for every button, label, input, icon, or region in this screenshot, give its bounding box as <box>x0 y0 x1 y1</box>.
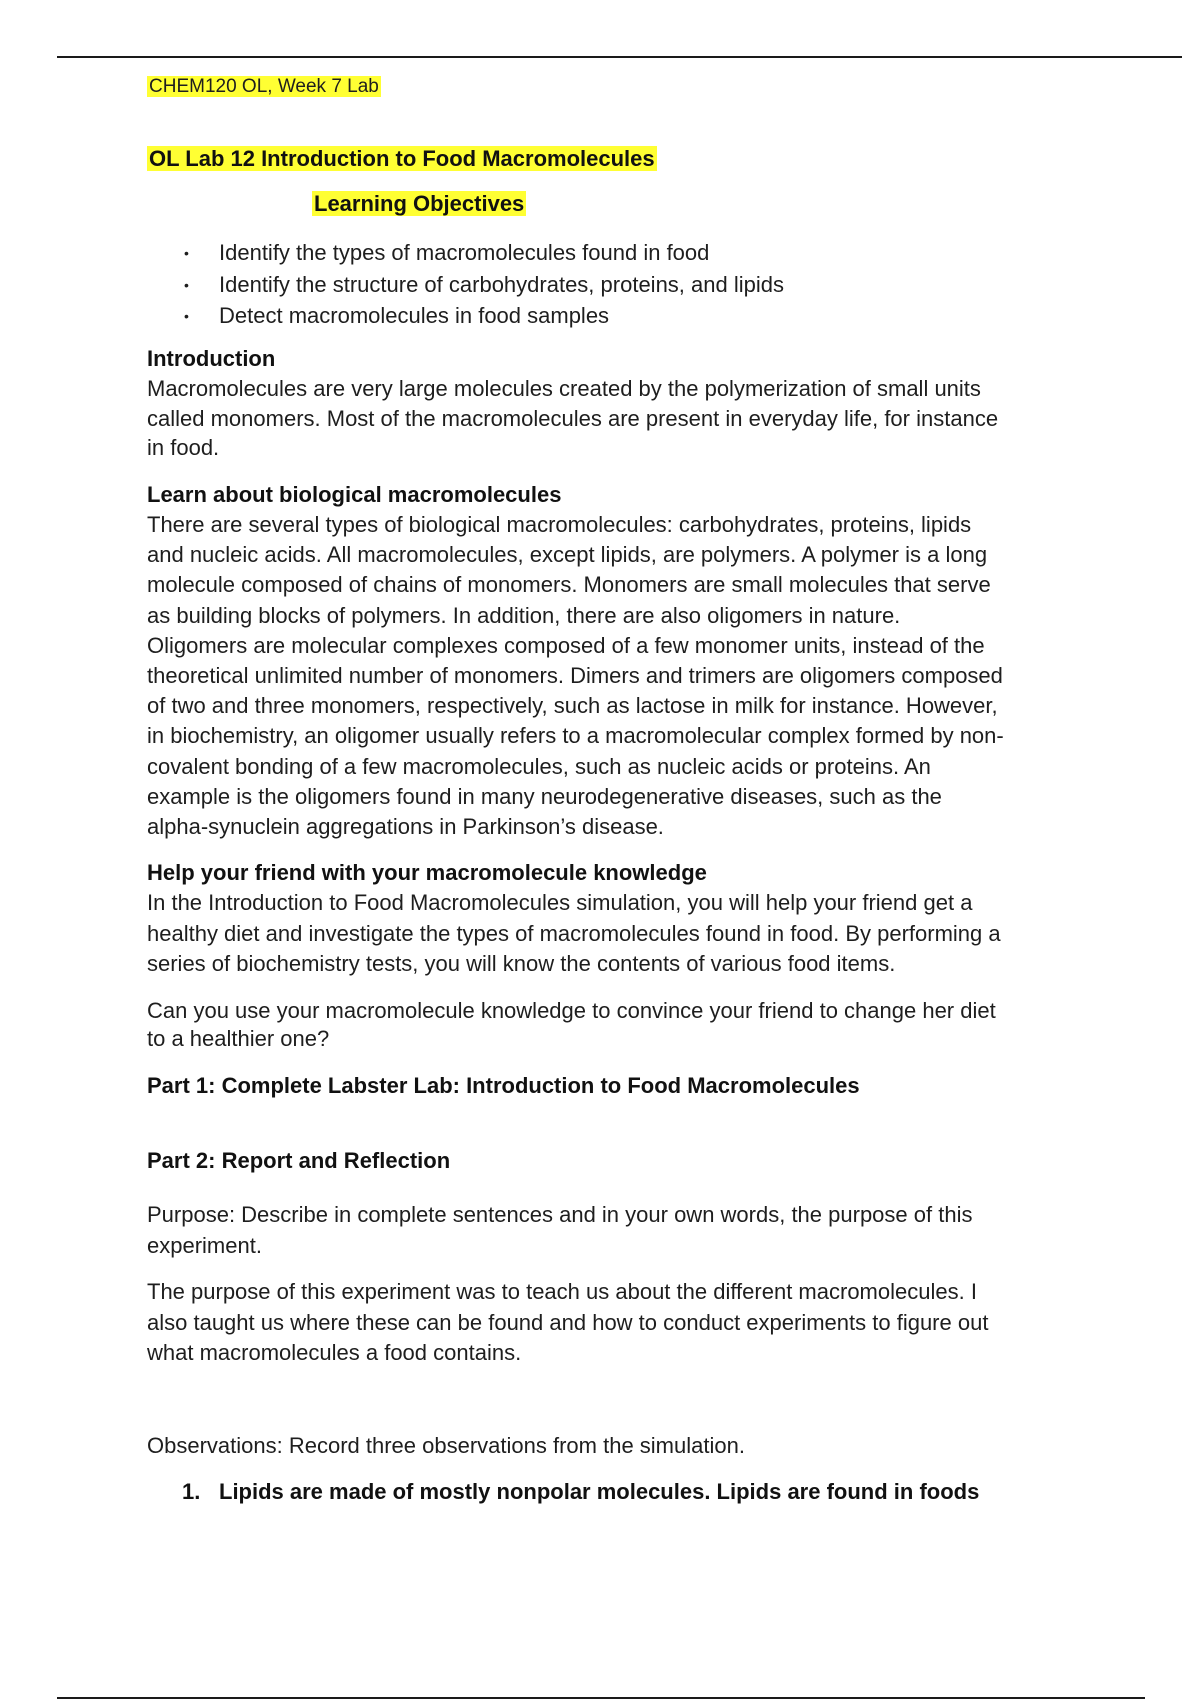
text-line: Macromolecules are very large molecules created by the polymerization of small units <box>147 376 981 401</box>
text-line: theoretical unlimited number of monomers. Dimers and trimers are oligomers composed <box>147 663 1003 688</box>
text-line: There are several types of biological macromolecules: carbohydrates, proteins, lipids <box>147 512 972 537</box>
text-line: Can you use your macromolecule knowledge to convince your friend to change her diet <box>147 998 996 1023</box>
text-line: also taught us where these can be found and how to conduct experiments to figure out <box>147 1309 989 1335</box>
text-line: alpha-synuclein aggregations in Parkinson’s disease. <box>147 814 664 839</box>
text-line: to a healthier one? <box>147 1026 330 1051</box>
bullet-icon: • <box>184 308 189 324</box>
text-line: what macromolecules a food contains. <box>147 1340 522 1365</box>
introduction-heading: Introduction <box>147 346 276 371</box>
text-line: as building blocks of polymers. In addition, there are also oligomers in nature. <box>147 602 901 628</box>
bottom-rule <box>57 1697 1145 1699</box>
course-header-text: CHEM120 OL, Week 7 Lab <box>149 76 379 97</box>
bullet-icon: • <box>184 276 189 293</box>
learn-heading: Learn about biological macromolecules <box>147 482 562 507</box>
text-line: Purpose: Describe in complete sentences and in your own words, the purpose of this <box>147 1202 973 1227</box>
objective-item: Identify the structure of carbohydrates, proteins, and lipids <box>219 271 784 297</box>
observation-item-text: Lipids are made of mostly nonpolar molecules. Lipids are found in foods <box>219 1479 980 1504</box>
document-title-text: OL Lab 12 Introduction to Food Macromolecules <box>149 146 655 171</box>
top-rule <box>57 56 1182 58</box>
text-line: covalent bonding of a few macromolecules, such as nucleic acids or proteins. An <box>147 753 931 779</box>
objectives-heading <box>312 189 526 219</box>
text-line: of two and three monomers, respectively, such as lactose in milk for instance. However, <box>147 693 998 719</box>
objective-item: Detect macromolecules in food samples <box>219 303 610 328</box>
text-line: and nucleic acids. All macromolecules, except lipids, are polymers. A polymer is a long <box>147 542 988 568</box>
text-line: Oligomers are molecular complexes composed of a few monomer units, instead of the <box>147 632 985 658</box>
text-line: example is the oligomers found in many neurodegenerative diseases, such as the <box>147 783 942 809</box>
text-line: called monomers. Most of the macromolecules are present in everyday life, for instance <box>147 405 999 431</box>
text-line: series of biochemistry tests, you will know the contents of various food items. <box>147 951 896 976</box>
part2-heading: Part 2: Report and Reflection <box>147 1148 451 1173</box>
text-line: The purpose of this experiment was to teach us about the different macromolecules. I <box>147 1279 977 1304</box>
course-header <box>147 72 381 102</box>
text-line: molecule composed of chains of monomers. Monomers are small molecules that serve <box>147 572 991 598</box>
help-heading: Help your friend with your macromolecule knowledge <box>147 860 707 885</box>
text-line: experiment. <box>147 1233 262 1258</box>
text-line: in food. <box>147 435 220 460</box>
document-title <box>147 144 657 174</box>
observations-prompt: Observations: Record three observations from the simulation. <box>147 1433 745 1458</box>
text-line: healthy diet and investigate the types of macromolecules found in food. By performing a <box>147 920 1001 946</box>
text-line: In the Introduction to Food Macromolecules simulation, you will help your friend get a <box>147 890 973 915</box>
objectives-heading-text: Learning Objectives <box>314 191 525 216</box>
part1-heading: Part 1: Complete Labster Lab: Introduction to Food Macromolecules <box>147 1073 860 1098</box>
objective-item: Identify the types of macromolecules found in food <box>219 240 710 265</box>
observation-item-number: 1. <box>182 1479 201 1504</box>
text-line: in biochemistry, an oligomer usually refers to a macromolecular complex formed by non- <box>147 723 1004 749</box>
bullet-icon: • <box>184 245 189 261</box>
